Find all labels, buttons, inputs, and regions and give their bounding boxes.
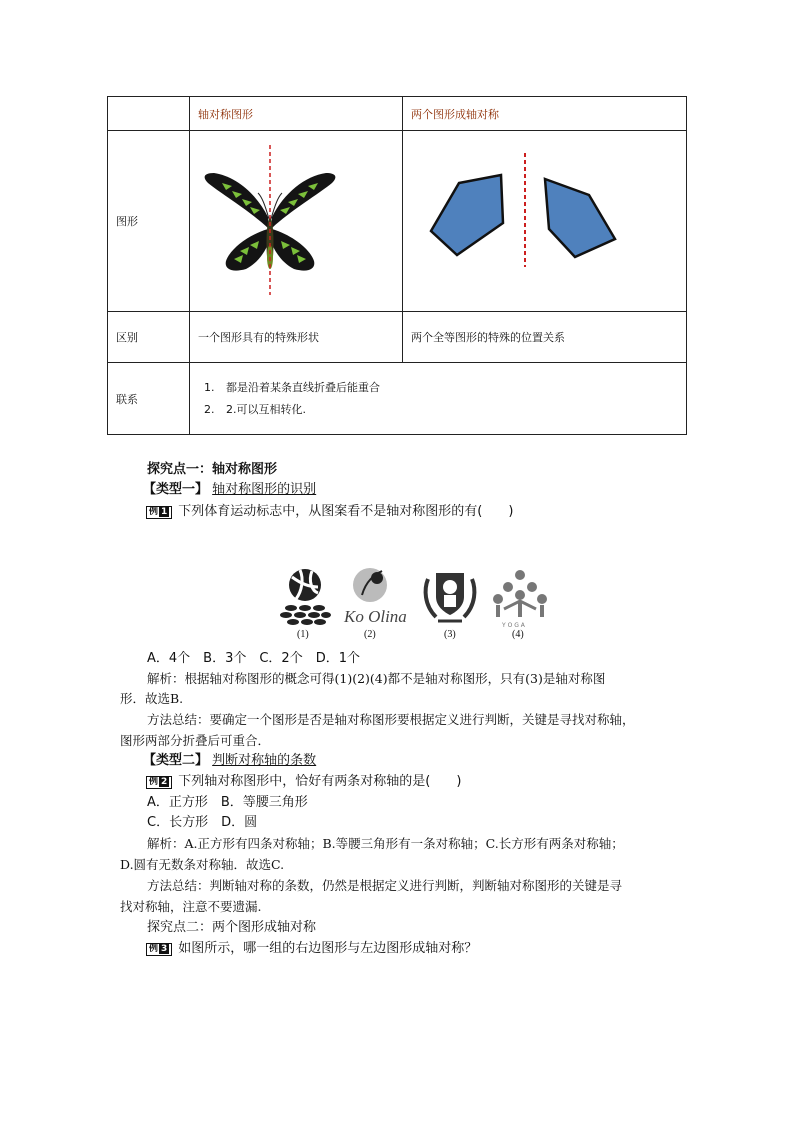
ko-olina-logo-text: Ko Olina xyxy=(344,607,407,626)
question-text: 下列轴对称图形中，恰好有两条对称轴的是( ) xyxy=(178,774,462,789)
butterfly-illustration xyxy=(190,131,402,311)
logo-caption-1: (1) xyxy=(297,629,309,640)
example-2-options-line1: A．正方形 B．等腰三角形 xyxy=(147,795,308,810)
header-cell-axisymmetric-figure: 轴对称图形 xyxy=(190,97,403,131)
table-row-figure xyxy=(108,131,687,312)
section-title-1: 探究点一：轴对称图形 xyxy=(147,462,278,477)
type-title: 判断对称轴的条数 xyxy=(212,753,317,768)
example-2-method-line1: 方法总结：判断轴对称的条数，仍然是根据定义进行判断，判断轴对称图形的关键是寻 xyxy=(147,878,623,893)
yoga-logo-text: Y O G A xyxy=(502,622,525,629)
example-1-method-line2: 图形两部分折叠后可重合． xyxy=(120,733,271,748)
ko-olina-logo-icon xyxy=(343,568,407,626)
example-2-analysis-line2: D.圆有无数条对称轴．故选C. xyxy=(120,857,285,872)
example-2-method-line2: 找对称轴，注意不要遗漏. xyxy=(120,899,262,914)
example-3-question xyxy=(146,939,477,958)
sport-logos-figure xyxy=(278,565,550,629)
example-1-options: A．4个 B．3个 C．2个 D．1个 xyxy=(147,651,360,666)
example-1-method-line1: 方法总结：要确定一个图形是否是轴对称图形要根据定义进行判断，关键是寻找对称轴， xyxy=(147,712,635,727)
table-row-difference xyxy=(108,312,687,363)
connection-row-label: 联系 xyxy=(108,363,190,435)
type-heading-2 xyxy=(143,751,316,770)
header-cell-two-figures-symmetric: 两个图形成轴对称 xyxy=(403,97,687,131)
connection-item-number: 2. xyxy=(204,402,215,416)
yoga-logo-icon xyxy=(493,570,547,629)
example-1-analysis-line1: 解析：根据轴对称图形的概念可得(1)(2)(4)都不是轴对称图形，只有(3)是轴对称图 xyxy=(147,671,606,686)
connection-item xyxy=(204,399,678,421)
connection-item-text: 2.可以互相转化. xyxy=(226,402,306,416)
type-heading-1 xyxy=(143,480,316,499)
symmetric-pentagons-illustration xyxy=(403,131,689,311)
question-text: 如图所示，哪一组的右边图形与左边图形成轴对称？ xyxy=(178,941,478,956)
emblem-logo-icon xyxy=(426,573,475,621)
volleyball-logo-icon xyxy=(280,569,331,625)
connection-item-number: 1. xyxy=(204,380,215,394)
example-2-options-line2: C．长方形 D．圆 xyxy=(147,815,258,830)
example-badge: 例 2 xyxy=(146,776,172,789)
example-badge: 例 1 xyxy=(146,506,172,519)
connection-item-text: 都是沿着某条直线折叠后能重合 xyxy=(226,380,380,394)
table-row-connection xyxy=(108,363,687,435)
example-badge: 例 3 xyxy=(146,943,172,956)
header-cell-empty xyxy=(108,97,190,131)
butterfly-cell xyxy=(190,131,403,312)
type-tag: 【类型一】 xyxy=(143,482,209,497)
figure-row-label: 图形 xyxy=(108,131,190,312)
example-1-question xyxy=(146,502,513,521)
comparison-table xyxy=(107,96,687,435)
difference-axisymmetric: 一个图形具有的特殊形状 xyxy=(190,312,403,363)
example-2-question xyxy=(146,772,461,791)
logo-caption-3: (3) xyxy=(444,629,456,640)
question-text: 下列体育运动标志中，从图案看不是轴对称图形的有( ) xyxy=(178,504,514,519)
connection-item xyxy=(204,377,678,399)
type-title: 轴对称图形的识别 xyxy=(212,482,317,497)
difference-two-figures: 两个全等图形的特殊的位置关系 xyxy=(403,312,687,363)
logo-caption-2: (2) xyxy=(364,629,376,640)
logo-caption-4: (4) xyxy=(512,629,524,640)
connection-cell xyxy=(190,363,687,435)
type-tag: 【类型二】 xyxy=(143,753,209,768)
example-2-analysis-line1: 解析：A.正方形有四条对称轴；B.等腰三角形有一条对称轴；C.长方形有两条对称轴； xyxy=(147,836,624,851)
table-header-row xyxy=(108,97,687,131)
section-title-2: 探究点二：两个图形成轴对称 xyxy=(147,920,317,935)
example-1-analysis-line2: 形．故选B. xyxy=(120,691,184,706)
pentagons-cell xyxy=(403,131,687,312)
difference-row-label: 区别 xyxy=(108,312,190,363)
